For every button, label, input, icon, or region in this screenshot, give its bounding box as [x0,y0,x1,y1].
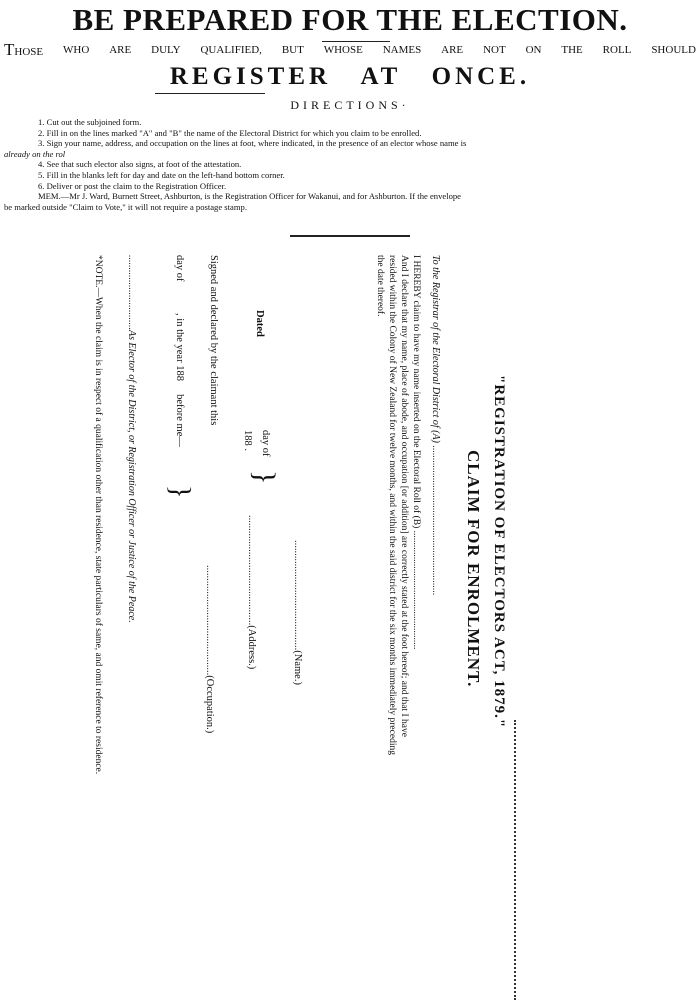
whose-rule [322,41,390,42]
claim-line: the date thereof. [375,255,385,317]
day-year-line: day of , in the year 188 before me— [174,255,185,447]
dated-label: Dated [254,310,265,337]
note: *NOTE.—When the claim is in respect of a qualification other than residence, state particulars of same, and omit reference to residence. [93,255,103,775]
qualified-word: SHOULD [651,44,696,56]
claim-line: resided within the Colony of New Zealand for twelve months, and within the said district for the six months immediately preceding [387,255,397,755]
drop-cap: T [4,40,15,59]
qualified-word: ON [525,44,542,56]
elector-line: ..............................As Elector of the District, or Registration Officer or Justice of the Peace. [126,255,137,623]
act-title: "REGISTRATION OF ELECTORS ACT, 1879." [491,375,507,729]
claim-line: And I declare that my name, place of abode, and occupation [or addition] are correctly stated at the foot hereof; and that I have [399,255,409,737]
claim-form [45,255,515,875]
name-line: ..........................................(Name.) [292,540,303,685]
directions-title: DIRECTIONS· [290,98,410,112]
direction-item: 1. Cut out the subjoined form. [38,117,142,127]
address-line: ..........................................(Address.) [246,515,257,670]
qualified-word: NAMES [382,44,422,56]
qualified-word: ROLL [602,44,632,56]
qualified-word: THE [561,44,583,56]
directions-list [4,117,698,212]
brace: } [248,470,281,485]
qualified-word-0: THOSE [4,40,44,59]
day-of-label: day of [260,430,271,457]
direction-item: 6. Deliver or post the claim to the Registration Officer. [38,180,227,191]
direction-item: already on the rol [4,148,66,159]
brace: } [164,485,195,499]
qualified-word: QUALIFIED, [200,44,262,56]
qualified-word: WHOSE [323,44,363,56]
claim-title: CLAIM FOR ENROLMENT. [464,450,483,688]
register-heading: REGISTER AT ONCE. [169,63,531,90]
occupation-line: ..........................................(Occupation.) [204,565,215,734]
direction-item: 4. See that such elector also signs, at foot of the attestation. [38,159,242,170]
claim-line: I HEREBY claim to have my name inserted on the Electoral Roll of (B) .................................................. [411,255,421,650]
memo-item: be marked outside "Claim to Vote," it will not require a postage stamp. [4,201,247,212]
to-registrar: To the Registrar of the Electoral District of (A) ............................................................ [430,255,441,596]
direction-item: 2. Fill in on the lines marked "A" and "B" the name of the Electoral District for which you claim to be enrolled. [38,127,422,138]
headline: BE PREPARED FOR THE ELECTION. [72,2,628,37]
year-label: 188 . [242,430,253,451]
qualified-word: WHO [63,44,90,56]
memo-item: MEM.—Mr J. Ward, Burnett Street, Ashburton, is the Registration Officer for Wakanui, and for Ashburton. If the envelope [38,191,461,202]
register-underline [155,93,265,94]
cut-line [514,720,516,1000]
section-divider [290,235,410,237]
signed-declared: Signed and declared by the claimant this [208,255,219,426]
direction-item: 3. Sign your name, address, and occupation on the lines at foot, where indicated, in the presence of an elector whose name is [38,138,467,149]
qualified-word: BUT [281,44,304,56]
direction-item: 5. Fill in the blanks left for day and date on the left-hand bottom corner. [38,169,285,180]
qualified-word: ARE [109,44,132,56]
qualified-line [4,40,696,59]
qualified-word: DULY [151,44,181,56]
qualified-word: NOT [483,44,506,56]
qualified-word: ARE [441,44,464,56]
